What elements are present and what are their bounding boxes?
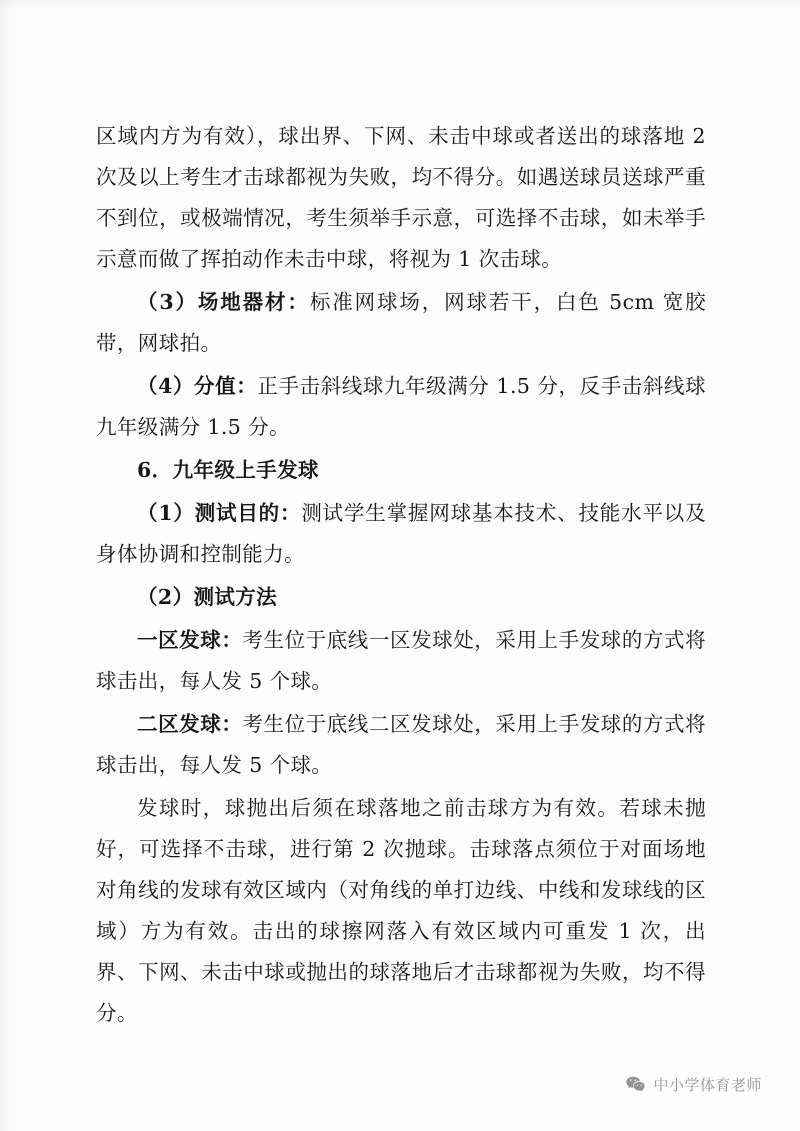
paragraph-continuation	[96, 116, 706, 280]
paragraph-label: （3）场地器材：	[137, 290, 310, 314]
paragraph-equipment	[96, 282, 706, 364]
page-footer	[0, 1049, 800, 1109]
page-edge-shadow-top	[0, 0, 800, 10]
paragraph-text: 发球时，球抛出后须在球落地之前击球方为有效。若球未抛好，可选择不击球，进行第 2 次抛球。击球落点须位于对面场地对角线的发球有效区域内（对角线的单打边线、中线和发球线的区域）方为有效。击出的球擦网落入有效区域内可重发 1 次，出界、下网、未击中球或抛出的球落地后才击球都视为失败，均不得分。	[96, 796, 706, 1025]
paragraph-text: 考生位于底线二区发球处，采用上手发球的方式将球击出，每人发 5 个球。	[96, 712, 706, 777]
paragraph-text: 区域内方为有效），球出界、下网、未击中球或者送出的球落地 2 次及以上考生才击球都视为失败，均不得分。如遇送球员送球严重不到位，或极端情况，考生须举手示意，可选择不击球，如未举手示意而做了挥拍动作未击中球，将视为 1 次击球。	[96, 124, 706, 271]
paragraph-score	[96, 366, 706, 448]
heading-serve-section	[96, 450, 706, 491]
page-edge-shadow-left	[0, 0, 14, 1131]
wechat-icon	[625, 1074, 646, 1095]
paragraph-serve-rules	[96, 788, 706, 1034]
paragraph-label: （4）分值：	[137, 374, 258, 398]
paragraph-text: 考生位于底线一区发球处，采用上手发球的方式将球击出，每人发 5 个球。	[96, 628, 706, 693]
paragraph-label: （1）测试目的：	[137, 501, 302, 525]
wechat-watermark	[625, 1074, 762, 1095]
paragraph-text: 测试学生掌握网球基本技术、技能水平以及身体协调和控制能力。	[96, 501, 706, 566]
paragraph-text: 标准网球场，网球若干，白色 5cm 宽胶带，网球拍。	[96, 290, 706, 355]
paragraph-zone-one	[96, 620, 706, 702]
paragraph-purpose	[96, 493, 706, 575]
document-body	[96, 116, 706, 1036]
paragraph-label: 二区发球：	[137, 712, 243, 736]
wechat-watermark-label: 中小学体育老师	[653, 1077, 762, 1094]
paragraph-zone-two	[96, 704, 706, 786]
paragraph-text: 正手击斜线球九年级满分 1.5 分，反手击斜线球九年级满分 1.5 分。	[96, 374, 706, 439]
paragraph-label: 一区发球：	[137, 628, 243, 652]
heading-text: （2）测试方法	[137, 585, 278, 609]
heading-text: 6．九年级上手发球	[137, 458, 319, 482]
heading-test-method	[96, 577, 706, 618]
